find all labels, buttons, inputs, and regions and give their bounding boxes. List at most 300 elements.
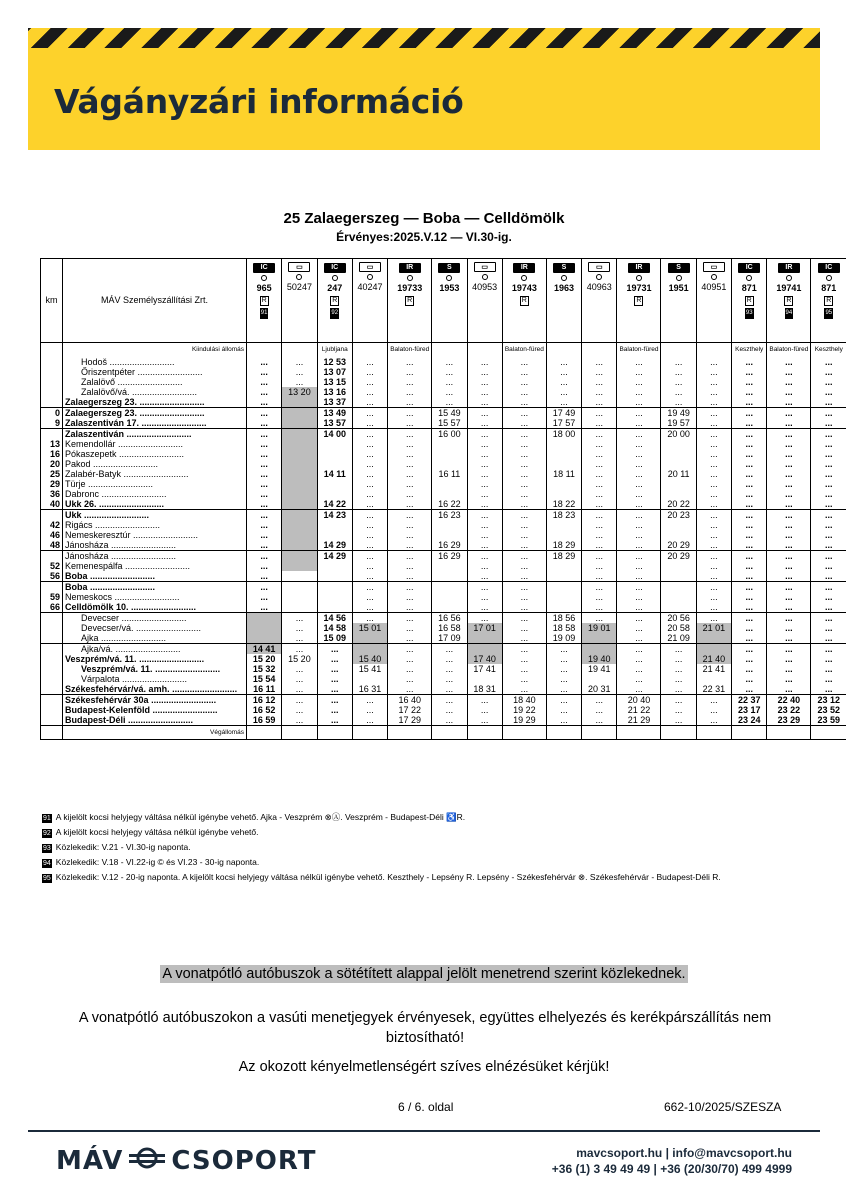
time-cell: ... bbox=[502, 357, 546, 367]
station-name: Devecser .......................... bbox=[63, 612, 247, 623]
time-cell: ... bbox=[502, 581, 546, 592]
time-cell: ... bbox=[582, 520, 617, 530]
time-cell: ... bbox=[502, 530, 546, 540]
time-cell: ... bbox=[247, 397, 282, 408]
time-cell bbox=[432, 561, 467, 571]
time-cell: ... bbox=[388, 418, 432, 429]
time-cell: ... bbox=[282, 377, 317, 387]
time-cell bbox=[282, 418, 317, 429]
train-number: 1963 bbox=[553, 283, 574, 293]
time-cell bbox=[317, 530, 352, 540]
source-station: Keszthely bbox=[811, 343, 846, 357]
time-cell: ... bbox=[247, 592, 282, 602]
time-cell: ... bbox=[617, 479, 661, 489]
time-cell: ... bbox=[582, 705, 617, 715]
time-cell: ... bbox=[467, 694, 502, 705]
station-name: Ukk 26. .......................... bbox=[63, 499, 247, 510]
table-row bbox=[41, 581, 847, 592]
time-cell bbox=[282, 561, 317, 571]
table-row bbox=[41, 540, 847, 551]
time-cell: 15 01 bbox=[352, 623, 387, 633]
source-station bbox=[432, 343, 467, 357]
time-cell: ... bbox=[582, 459, 617, 469]
time-cell: ... bbox=[502, 439, 546, 449]
station-name: Jánosháza .......................... bbox=[63, 550, 247, 561]
time-cell: ... bbox=[502, 387, 546, 397]
km-cell bbox=[41, 397, 63, 408]
station-label: Zalaszentiván 17. bbox=[65, 417, 140, 428]
time-cell: ... bbox=[352, 407, 387, 418]
station-label: Kemendollár bbox=[65, 438, 116, 449]
time-cell: ... bbox=[767, 540, 811, 551]
station-name: Zalalövő/vá. .......................... bbox=[63, 387, 247, 397]
station-name: Székesfehérvár 30a .......................... bbox=[63, 694, 247, 705]
source-station-row bbox=[41, 343, 847, 357]
km-cell bbox=[41, 643, 63, 654]
time-cell: 17 40 bbox=[467, 654, 502, 664]
train-type-icon: IC bbox=[738, 263, 760, 273]
time-cell bbox=[661, 520, 696, 530]
time-cell bbox=[282, 397, 317, 408]
time-cell: ... bbox=[767, 571, 811, 582]
time-cell: ... bbox=[388, 520, 432, 530]
time-cell: ... bbox=[352, 439, 387, 449]
stop-ring-icon bbox=[446, 275, 452, 281]
stop-ring-icon bbox=[711, 274, 717, 280]
time-cell: ... bbox=[467, 592, 502, 602]
time-cell bbox=[582, 643, 617, 654]
time-cell: ... bbox=[546, 705, 581, 715]
time-cell: ... bbox=[502, 540, 546, 551]
time-cell: ... bbox=[502, 674, 546, 684]
time-cell: 18 23 bbox=[546, 509, 581, 520]
time-cell: ... bbox=[467, 367, 502, 377]
time-cell: 14 58 bbox=[317, 623, 352, 633]
time-cell: ... bbox=[696, 602, 731, 613]
time-cell: ... bbox=[247, 602, 282, 613]
time-cell: ... bbox=[467, 407, 502, 418]
time-cell: ... bbox=[767, 499, 811, 510]
time-cell: ... bbox=[502, 469, 546, 479]
time-cell: ... bbox=[388, 654, 432, 664]
time-cell: ... bbox=[617, 674, 661, 684]
bus-icon: ▭ bbox=[588, 262, 610, 272]
time-cell: ... bbox=[388, 664, 432, 674]
time-cell: 18 56 bbox=[546, 612, 581, 623]
header-banner bbox=[28, 28, 820, 150]
time-cell: ... bbox=[811, 684, 846, 695]
station-label: Pakod bbox=[65, 458, 91, 469]
time-cell: ... bbox=[247, 530, 282, 540]
time-cell: ... bbox=[388, 449, 432, 459]
km-cell: 13 bbox=[41, 439, 63, 449]
time-cell: ... bbox=[582, 439, 617, 449]
km-cell bbox=[41, 357, 63, 367]
time-cell: ... bbox=[247, 449, 282, 459]
time-cell: ... bbox=[247, 439, 282, 449]
time-cell: 21 09 bbox=[661, 633, 696, 644]
time-cell: ... bbox=[767, 654, 811, 664]
time-cell: ... bbox=[661, 643, 696, 654]
train-number: 1951 bbox=[668, 283, 689, 293]
arrival-station bbox=[661, 725, 696, 739]
time-cell: ... bbox=[661, 664, 696, 674]
arrival-station bbox=[388, 725, 432, 739]
time-cell bbox=[282, 469, 317, 479]
time-cell: 23 29 bbox=[767, 715, 811, 726]
logo-text-right: CSOPORT bbox=[171, 1146, 317, 1176]
time-cell: 21 40 bbox=[696, 654, 731, 664]
ticket-notice: A vonatpótló autóbuszokon a vasúti menetjegyek érvényesek, együttes elhelyezés és kerékpárszállítás nem biztosítható! bbox=[78, 1010, 772, 1046]
time-cell: ... bbox=[282, 664, 317, 674]
arrival-station bbox=[696, 725, 731, 739]
time-cell: ... bbox=[467, 705, 502, 715]
time-cell: ... bbox=[502, 397, 546, 408]
time-cell: ... bbox=[247, 459, 282, 469]
time-cell bbox=[282, 449, 317, 459]
time-cell: ... bbox=[767, 387, 811, 397]
time-cell: 15 41 bbox=[352, 664, 387, 674]
km-cell bbox=[41, 509, 63, 520]
time-cell: ... bbox=[617, 428, 661, 439]
time-cell: ... bbox=[432, 643, 467, 654]
reservation-icon: R bbox=[746, 297, 752, 304]
time-cell bbox=[317, 602, 352, 613]
station-name: Pakod .......................... bbox=[63, 459, 247, 469]
time-cell: ... bbox=[546, 715, 581, 726]
table-row bbox=[41, 397, 847, 408]
time-cell: ... bbox=[732, 520, 767, 530]
km-cell: 29 bbox=[41, 479, 63, 489]
station-label: Devecser bbox=[81, 612, 120, 623]
time-cell: ... bbox=[617, 612, 661, 623]
station-name: Zalaszentiván 17. .......................... bbox=[63, 418, 247, 429]
arrival-station bbox=[467, 725, 502, 739]
time-cell bbox=[546, 571, 581, 582]
time-cell: ... bbox=[388, 499, 432, 510]
time-cell: ... bbox=[582, 407, 617, 418]
time-cell: ... bbox=[388, 407, 432, 418]
table-row bbox=[41, 530, 847, 540]
time-cell: ... bbox=[696, 449, 731, 459]
time-cell: 16 58 bbox=[432, 623, 467, 633]
arrival-station-row bbox=[41, 725, 847, 739]
time-cell: ... bbox=[388, 612, 432, 623]
stop-ring-icon bbox=[561, 275, 567, 281]
source-station bbox=[352, 343, 387, 357]
footnote-marker: 91 bbox=[43, 815, 51, 822]
time-cell: 15 49 bbox=[432, 407, 467, 418]
arrival-station bbox=[811, 725, 846, 739]
time-cell: ... bbox=[467, 418, 502, 429]
time-cell: ... bbox=[352, 612, 387, 623]
time-cell bbox=[282, 581, 317, 592]
footnote-marker: 92 bbox=[43, 830, 51, 837]
km-cell bbox=[41, 612, 63, 623]
time-cell: ... bbox=[767, 367, 811, 377]
source-station bbox=[467, 343, 502, 357]
time-cell: ... bbox=[502, 479, 546, 489]
time-cell: ... bbox=[467, 530, 502, 540]
time-cell: ... bbox=[546, 397, 581, 408]
train-header bbox=[661, 259, 696, 343]
time-cell: ... bbox=[811, 397, 846, 408]
time-cell: ... bbox=[767, 428, 811, 439]
time-cell bbox=[467, 633, 502, 644]
time-cell: 15 40 bbox=[352, 654, 387, 664]
time-cell: 14 41 bbox=[247, 643, 282, 654]
time-cell: ... bbox=[617, 439, 661, 449]
time-cell: ... bbox=[247, 428, 282, 439]
time-cell: ... bbox=[696, 377, 731, 387]
time-cell bbox=[546, 520, 581, 530]
time-cell: ... bbox=[546, 357, 581, 367]
time-cell: ... bbox=[617, 561, 661, 571]
time-cell: ... bbox=[352, 357, 387, 367]
footnote-item bbox=[42, 840, 832, 855]
time-cell: ... bbox=[352, 550, 387, 561]
station-label: Veszprém/vá. 11. bbox=[81, 663, 153, 674]
time-cell: ... bbox=[317, 705, 352, 715]
page-number: 6 / 6. oldal bbox=[398, 1100, 454, 1114]
time-cell: ... bbox=[247, 377, 282, 387]
time-cell: 19 49 bbox=[661, 407, 696, 418]
time-cell: 16 11 bbox=[247, 684, 282, 695]
time-cell: ... bbox=[352, 377, 387, 387]
train-type-icon: IC bbox=[818, 263, 840, 273]
time-cell: ... bbox=[811, 633, 846, 644]
time-cell: ... bbox=[502, 459, 546, 469]
time-cell: 12 53 bbox=[317, 357, 352, 367]
time-cell: ... bbox=[811, 643, 846, 654]
station-label: Boba bbox=[65, 570, 88, 581]
time-cell bbox=[247, 612, 282, 623]
time-cell: ... bbox=[732, 664, 767, 674]
time-cell: ... bbox=[467, 397, 502, 408]
table-row bbox=[41, 407, 847, 418]
train-header bbox=[432, 259, 467, 343]
train-number: 40953 bbox=[472, 282, 498, 292]
time-cell: ... bbox=[282, 633, 317, 644]
station-label: Devecser/vá. bbox=[81, 622, 134, 633]
time-cell: ... bbox=[767, 449, 811, 459]
time-cell bbox=[352, 633, 387, 644]
table-row bbox=[41, 612, 847, 623]
time-cell: 20 22 bbox=[661, 499, 696, 510]
station-label: Veszprém/vá. 11. bbox=[65, 653, 137, 664]
table-row bbox=[41, 449, 847, 459]
train-type-icon: IR bbox=[513, 263, 535, 273]
table-row bbox=[41, 623, 847, 633]
station-name: Dabronc .......................... bbox=[63, 489, 247, 499]
time-cell: ... bbox=[352, 581, 387, 592]
km-cell: 36 bbox=[41, 489, 63, 499]
source-station bbox=[546, 343, 581, 357]
time-cell: ... bbox=[388, 581, 432, 592]
time-cell: ... bbox=[617, 509, 661, 520]
time-cell: ... bbox=[502, 664, 546, 674]
time-cell bbox=[282, 459, 317, 469]
km-cell bbox=[41, 343, 63, 357]
stop-ring-icon bbox=[296, 274, 302, 280]
time-cell bbox=[317, 489, 352, 499]
time-cell: ... bbox=[247, 561, 282, 571]
station-label: Zalaegerszeg 23. bbox=[65, 407, 138, 418]
km-cell bbox=[41, 705, 63, 715]
time-cell: ... bbox=[811, 418, 846, 429]
footnote-marker: 91 bbox=[260, 308, 269, 319]
km-header: km bbox=[41, 259, 63, 343]
time-cell: ... bbox=[696, 418, 731, 429]
time-cell bbox=[696, 643, 731, 654]
contact-web: mavcsoport.hu | info@mavcsoport.hu bbox=[576, 1146, 792, 1160]
time-cell: ... bbox=[811, 407, 846, 418]
time-cell: 15 20 bbox=[282, 654, 317, 664]
km-cell bbox=[41, 428, 63, 439]
time-cell: 20 58 bbox=[661, 623, 696, 633]
time-cell: ... bbox=[546, 643, 581, 654]
time-cell: ... bbox=[696, 397, 731, 408]
time-cell: ... bbox=[352, 540, 387, 551]
time-cell: ... bbox=[732, 367, 767, 377]
time-cell: ... bbox=[811, 367, 846, 377]
time-cell: ... bbox=[388, 643, 432, 654]
footnote-item bbox=[42, 825, 832, 840]
time-cell: ... bbox=[388, 469, 432, 479]
table-row bbox=[41, 418, 847, 429]
time-cell: ... bbox=[767, 377, 811, 387]
time-cell: ... bbox=[352, 705, 387, 715]
station-label: Őriszentpéter bbox=[81, 366, 136, 377]
time-cell: ... bbox=[696, 367, 731, 377]
km-cell: 56 bbox=[41, 571, 63, 582]
time-cell: ... bbox=[247, 499, 282, 510]
footer-divider bbox=[28, 1130, 820, 1132]
time-cell bbox=[282, 602, 317, 613]
time-cell bbox=[432, 439, 467, 449]
time-cell: ... bbox=[388, 489, 432, 499]
train-header bbox=[767, 259, 811, 343]
time-cell: ... bbox=[696, 509, 731, 520]
km-cell: 40 bbox=[41, 499, 63, 510]
station-label: Várpalota bbox=[81, 673, 120, 684]
stop-ring-icon bbox=[407, 275, 413, 281]
time-cell: ... bbox=[352, 479, 387, 489]
time-cell: 13 15 bbox=[317, 377, 352, 387]
time-cell bbox=[661, 592, 696, 602]
time-cell bbox=[546, 459, 581, 469]
time-cell: 18 00 bbox=[546, 428, 581, 439]
km-cell bbox=[41, 664, 63, 674]
footnote-marker: 94 bbox=[43, 860, 51, 867]
time-cell: ... bbox=[467, 715, 502, 726]
time-cell: ... bbox=[661, 715, 696, 726]
time-cell: ... bbox=[388, 633, 432, 644]
time-cell: 17 57 bbox=[546, 418, 581, 429]
time-cell: ... bbox=[467, 479, 502, 489]
km-cell: 46 bbox=[41, 530, 63, 540]
station-label: Székesfehérvár/vá. amh. bbox=[65, 683, 170, 694]
time-cell: ... bbox=[247, 571, 282, 582]
time-cell: ... bbox=[317, 674, 352, 684]
time-cell: ... bbox=[661, 377, 696, 387]
time-cell: ... bbox=[617, 571, 661, 582]
time-cell: ... bbox=[696, 387, 731, 397]
time-cell: 15 54 bbox=[247, 674, 282, 684]
time-cell: ... bbox=[696, 612, 731, 623]
time-cell: ... bbox=[432, 674, 467, 684]
table-row bbox=[41, 561, 847, 571]
time-cell: 16 11 bbox=[432, 469, 467, 479]
arrival-station bbox=[582, 725, 617, 739]
table-row bbox=[41, 602, 847, 613]
table-row bbox=[41, 489, 847, 499]
time-cell: ... bbox=[696, 520, 731, 530]
time-cell: ... bbox=[767, 612, 811, 623]
train-type-icon: IC bbox=[324, 263, 346, 273]
time-cell: ... bbox=[317, 715, 352, 726]
time-cell: ... bbox=[317, 664, 352, 674]
time-cell: ... bbox=[247, 540, 282, 551]
time-cell: ... bbox=[352, 602, 387, 613]
table-row bbox=[41, 520, 847, 530]
time-cell: ... bbox=[696, 499, 731, 510]
time-cell bbox=[432, 530, 467, 540]
stop-ring-icon bbox=[367, 274, 373, 280]
time-cell: ... bbox=[247, 357, 282, 367]
time-cell: ... bbox=[767, 684, 811, 695]
time-cell: ... bbox=[732, 530, 767, 540]
time-cell: ... bbox=[352, 571, 387, 582]
time-cell: ... bbox=[352, 530, 387, 540]
table-row bbox=[41, 674, 847, 684]
time-cell: 19 22 bbox=[502, 705, 546, 715]
time-cell: ... bbox=[582, 612, 617, 623]
time-cell: ... bbox=[247, 387, 282, 397]
train-type-icon: IR bbox=[778, 263, 800, 273]
time-cell: ... bbox=[582, 489, 617, 499]
train-type-icon: IC bbox=[253, 263, 275, 273]
station-label: Zalalövő/vá. bbox=[81, 386, 130, 397]
time-cell: 14 56 bbox=[317, 612, 352, 623]
time-cell: ... bbox=[661, 387, 696, 397]
train-type-icon: IR bbox=[628, 263, 650, 273]
time-cell bbox=[317, 561, 352, 571]
source-station: Keszthely bbox=[732, 343, 767, 357]
time-cell: ... bbox=[502, 428, 546, 439]
time-cell: ... bbox=[582, 367, 617, 377]
time-cell: 16 59 bbox=[247, 715, 282, 726]
station-name: Zalaegerszeg 23. .......................... bbox=[63, 397, 247, 408]
train-type-icon: S bbox=[668, 263, 690, 273]
time-cell bbox=[661, 449, 696, 459]
time-cell: ... bbox=[767, 407, 811, 418]
time-cell: 18 58 bbox=[546, 623, 581, 633]
time-cell: ... bbox=[732, 459, 767, 469]
station-name: Kemenespálfa .......................... bbox=[63, 561, 247, 571]
time-cell: 17 22 bbox=[388, 705, 432, 715]
time-cell: ... bbox=[352, 387, 387, 397]
time-cell: 16 23 bbox=[432, 509, 467, 520]
time-cell: ... bbox=[247, 489, 282, 499]
station-label: Ukk 26. bbox=[65, 498, 97, 509]
time-cell: ... bbox=[811, 459, 846, 469]
time-cell: ... bbox=[582, 581, 617, 592]
time-cell: ... bbox=[767, 469, 811, 479]
time-cell: ... bbox=[696, 561, 731, 571]
time-cell: ... bbox=[811, 489, 846, 499]
time-cell: ... bbox=[617, 530, 661, 540]
